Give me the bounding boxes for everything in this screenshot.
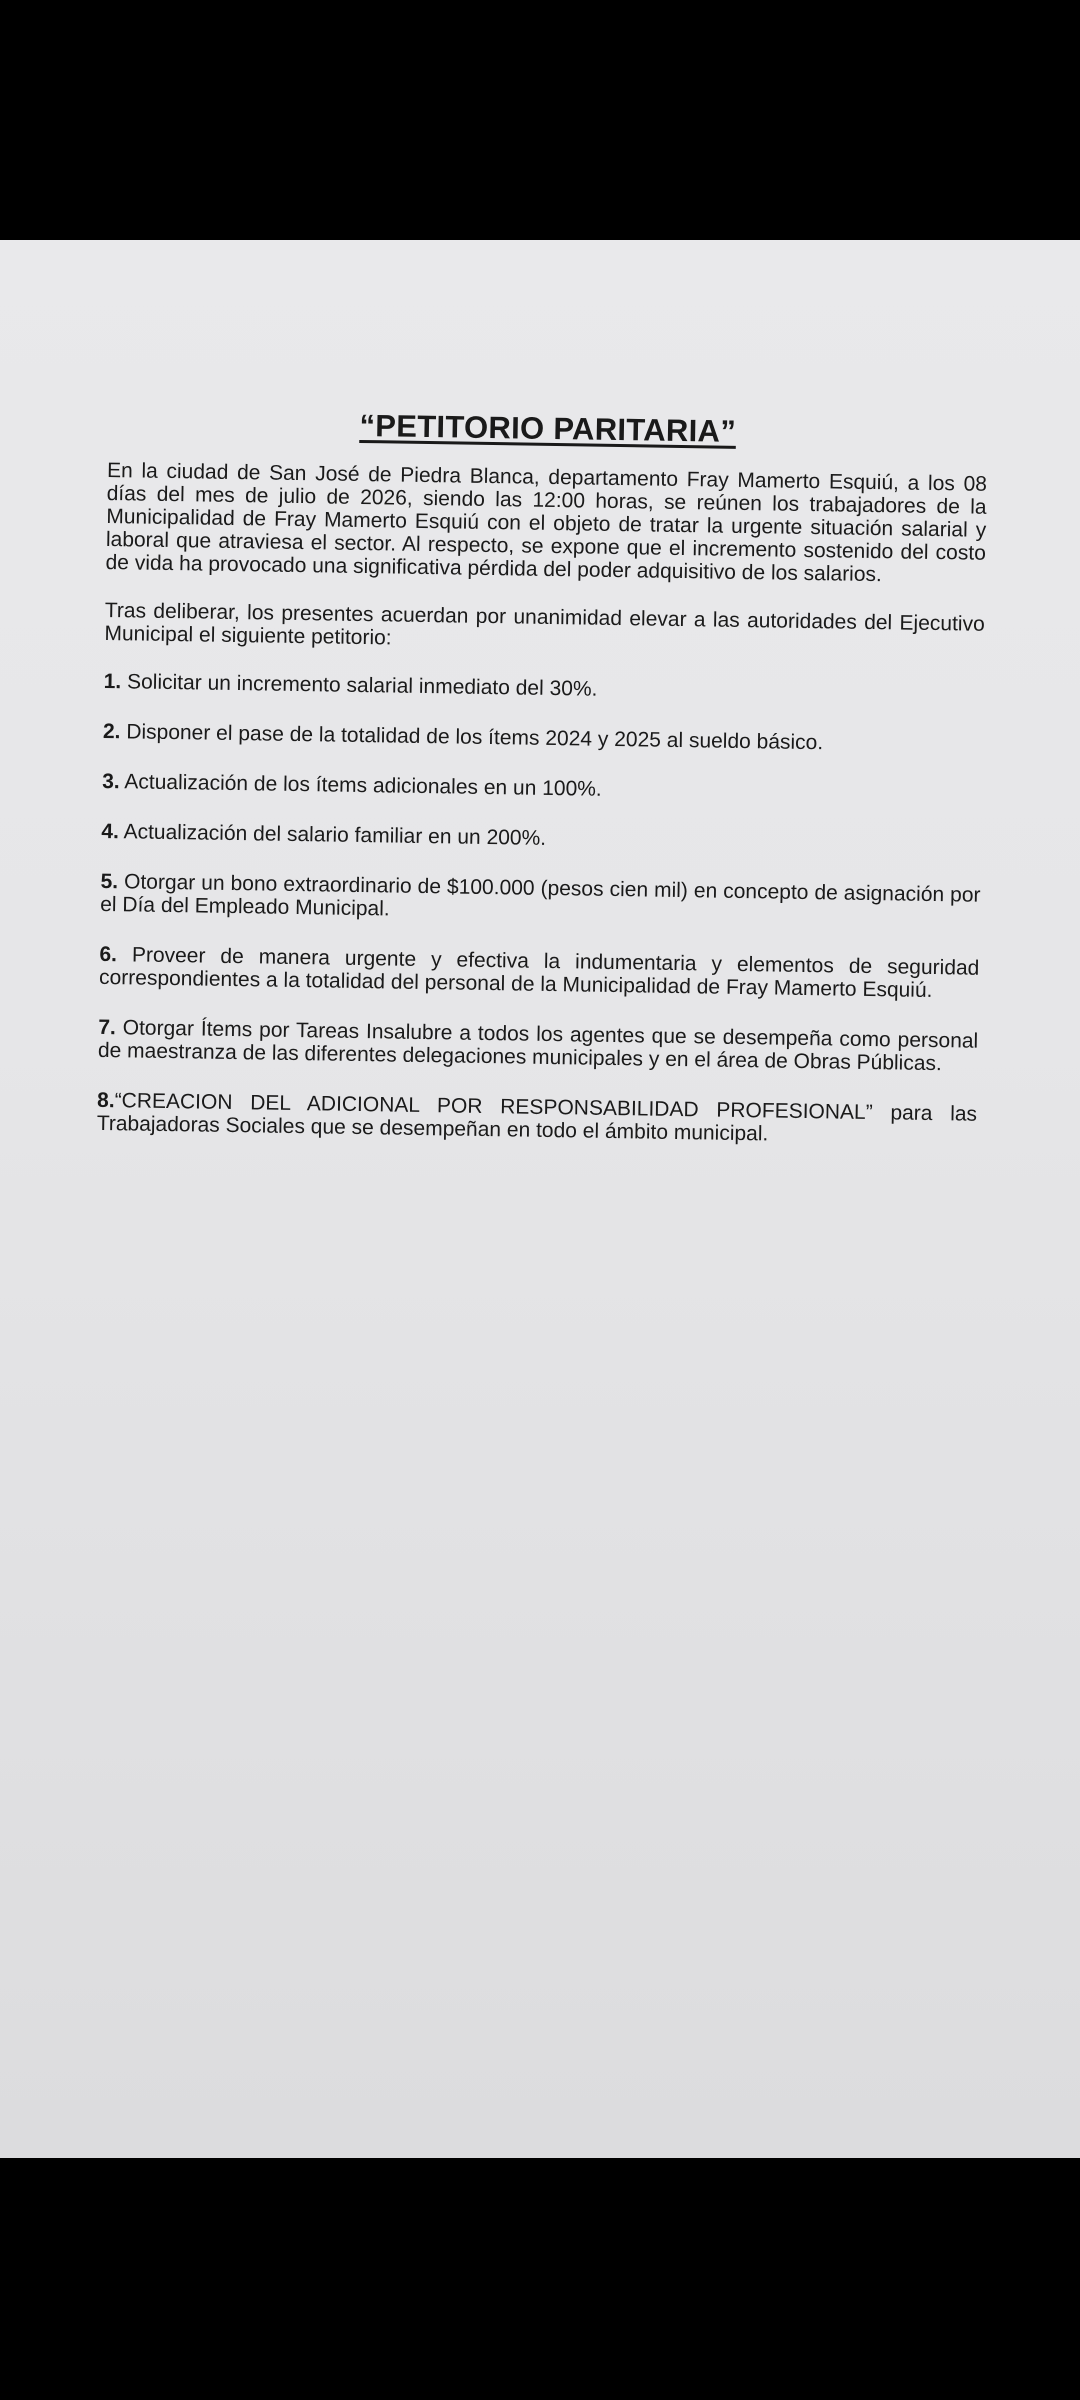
- item-number: 1.: [103, 669, 122, 694]
- document-title-text: “PETITORIO PARITARIA”: [359, 407, 737, 449]
- petition-item-6: [99, 943, 980, 1003]
- petition-item-2: [103, 720, 983, 757]
- petition-item-7: [98, 1016, 979, 1076]
- item-number: 8.: [96, 1088, 115, 1113]
- item-number: 5.: [100, 869, 119, 894]
- deliberation-paragraph: Tras deliberar, los presentes acuerdan por unanimidad elevar a las autoridades del Ejecutivo Municipal el siguiente petitorio:: [104, 598, 985, 650]
- item-text: Otorgar Ítems por Tareas Insalubre a todos los agentes que se desempeña como personal de maestranza de las diferentes delegaciones municipales y en el área de Obras Públicas.: [97, 1016, 979, 1076]
- petition-item-5: [100, 870, 981, 930]
- document-title: [108, 407, 988, 449]
- item-text: Actualización de los ítems adicionales en un 100%.: [119, 770, 602, 801]
- item-text: “CREACION DEL ADICIONAL POR RESPONSABILIDAD PROFESIONAL” para las Trabajadoras Sociales que se desempeñan en todo el ámbito municipal.: [96, 1089, 978, 1146]
- item-text: Proveer de manera urgente y efectiva la indumentaria y elementos de seguridad correspondientes a la totalidad del personal de la Municipalidad de Fray Mamerto Esquiú.: [98, 943, 980, 1003]
- document-photo: [0, 240, 1080, 2158]
- item-text: Solicitar un incremento salarial inmediato del 30%.: [121, 670, 598, 701]
- document-body: [96, 407, 988, 1176]
- item-number: 7.: [98, 1015, 116, 1040]
- item-text: Disponer el pase de la totalidad de los ítems 2024 y 2025 al sueldo básico.: [120, 720, 824, 755]
- item-number: 4.: [101, 819, 120, 844]
- item-text: Otorgar un bono extraordinario de $100.000 (pesos cien mil) en concepto de asignación por el Día del Empleado Municipal.: [100, 870, 981, 921]
- petition-item-3: [102, 770, 982, 807]
- petition-item-1: [104, 670, 984, 707]
- item-number: 2.: [102, 719, 121, 744]
- item-number: 6.: [99, 942, 118, 967]
- petition-item-8: [97, 1089, 978, 1149]
- item-text: Actualización del salario familiar en un 200%.: [118, 820, 547, 850]
- petition-item-4: [101, 820, 981, 857]
- intro-paragraph: En la ciudad de San José de Piedra Blanca, departamento Fray Mamerto Esquiú, a los 08 días del mes de julio de 2026, siendo las 12:00 horas, se reúnen los trabajadores de la Municipalidad de Fray Mamerto Esquiú con el objeto de tratar la urgente situación salarial y laboral que atraviesa el sector. Al respecto, se expone que el incremento sostenido del costo de vida ha provocado una significativa pérdida del poder adquisitivo de los salarios.: [105, 458, 988, 587]
- item-number: 3.: [101, 769, 120, 794]
